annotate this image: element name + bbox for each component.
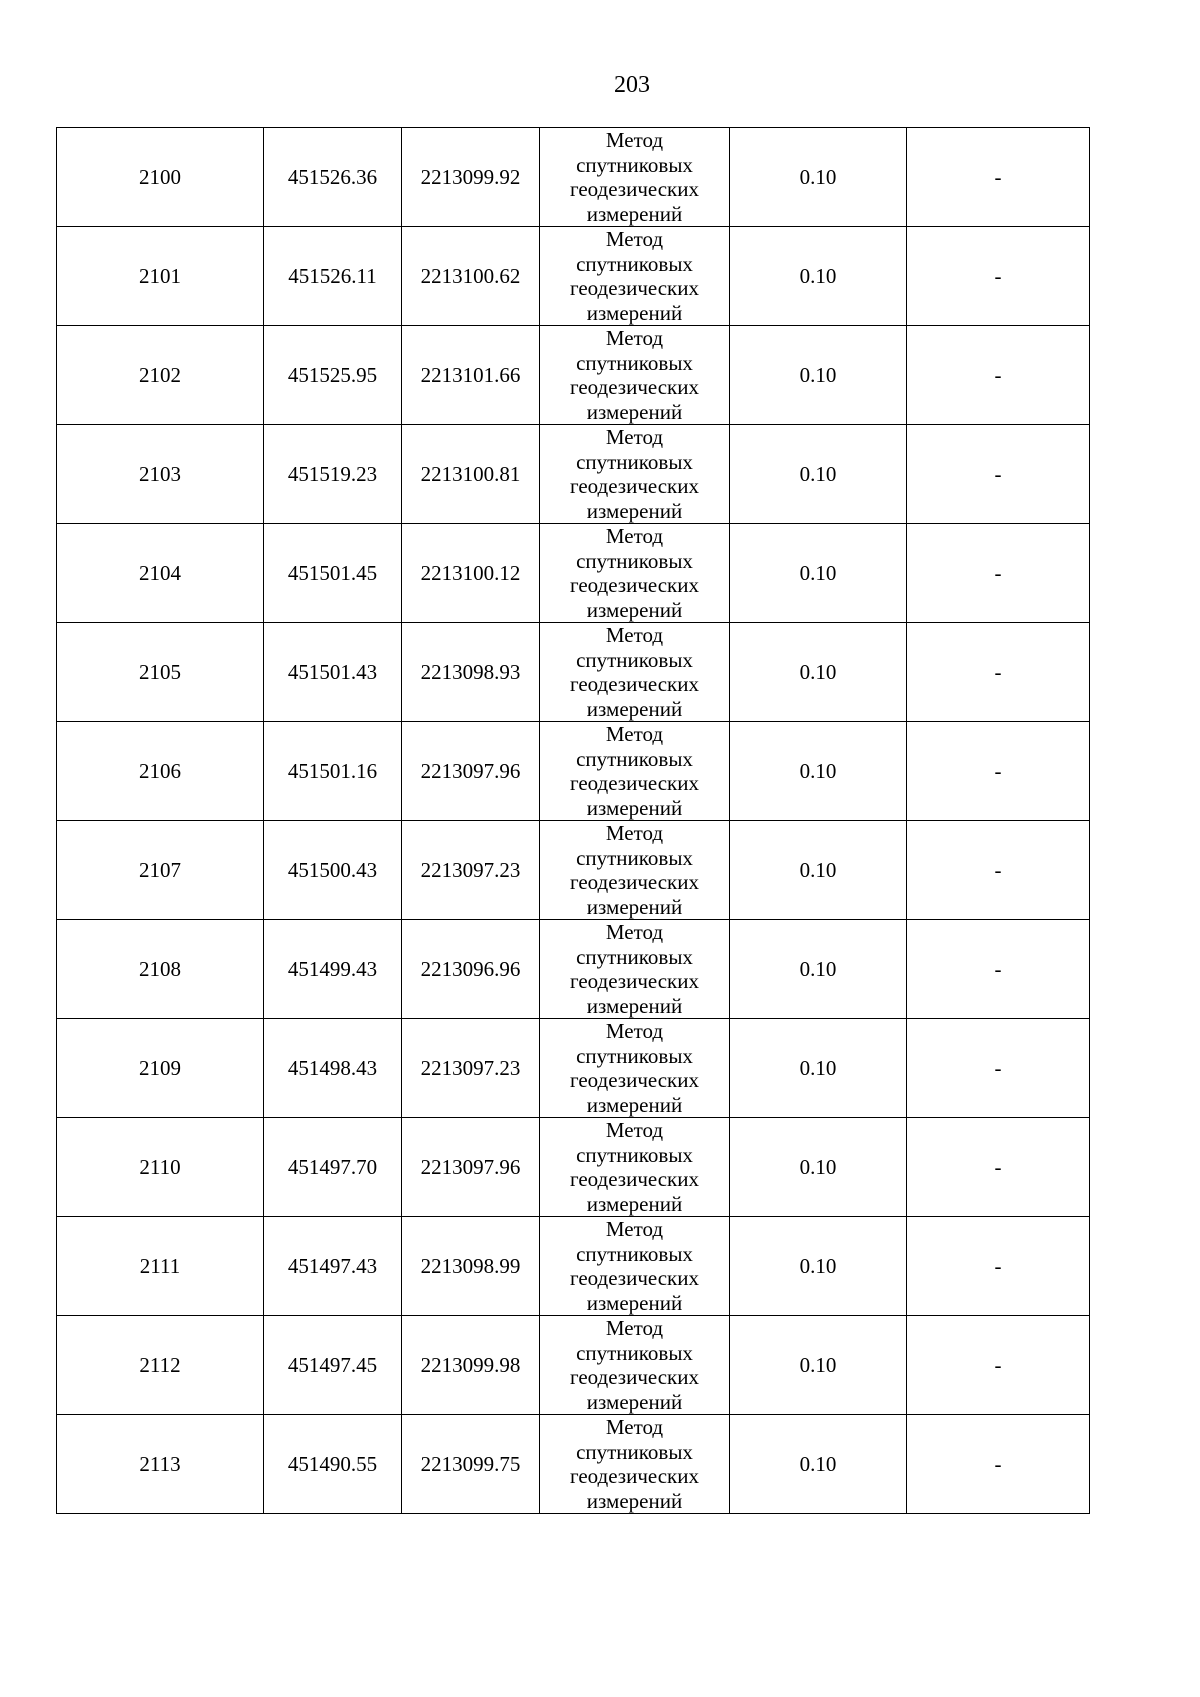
note-cell: - xyxy=(907,623,1090,722)
accuracy-cell: 0.10 xyxy=(730,524,907,623)
method-line: спутниковых xyxy=(576,152,693,177)
method-line: измерений xyxy=(586,201,683,226)
method-line: Метод xyxy=(605,524,664,548)
x-coordinate-cell: 451500.43 xyxy=(264,821,402,920)
method-line: спутниковых xyxy=(576,1439,693,1464)
x-coordinate-cell: 451526.11 xyxy=(264,227,402,326)
method-line: спутниковых xyxy=(576,350,693,375)
y-coordinate-cell: 2213096.96 xyxy=(402,920,540,1019)
note-cell: - xyxy=(907,326,1090,425)
method-line: Метод xyxy=(605,128,664,152)
page-number: 203 xyxy=(614,72,650,98)
point-number-cell: 2112 xyxy=(57,1316,264,1415)
y-coordinate-cell: 2213098.99 xyxy=(402,1217,540,1316)
method-line: измерений xyxy=(586,1092,683,1117)
accuracy-cell: 0.10 xyxy=(730,722,907,821)
table-row xyxy=(57,1316,1090,1415)
x-coordinate-cell: 451497.70 xyxy=(264,1118,402,1217)
note-cell: - xyxy=(907,821,1090,920)
point-number-cell: 2100 xyxy=(57,128,264,227)
note-cell: - xyxy=(907,920,1090,1019)
method-line: геодезических xyxy=(569,1068,699,1092)
method-line: Метод xyxy=(605,227,664,251)
point-number-cell: 2106 xyxy=(57,722,264,821)
point-number-cell: 2113 xyxy=(57,1415,264,1514)
accuracy-cell: 0.10 xyxy=(730,1118,907,1217)
method-line: геодезических xyxy=(569,1167,699,1191)
x-coordinate-cell: 451526.36 xyxy=(264,128,402,227)
method-line: геодезических xyxy=(569,969,699,993)
method-line: спутниковых xyxy=(576,251,693,276)
method-cell xyxy=(540,128,730,227)
method-line: измерений xyxy=(586,1191,683,1216)
table-row xyxy=(57,1019,1090,1118)
method-line: Метод xyxy=(605,1415,664,1439)
table-row xyxy=(57,1217,1090,1316)
method-line: Метод xyxy=(605,920,664,944)
accuracy-cell: 0.10 xyxy=(730,1415,907,1514)
table-body xyxy=(57,128,1090,1514)
method-line: измерений xyxy=(586,1290,683,1315)
method-cell xyxy=(540,722,730,821)
note-cell: - xyxy=(907,1019,1090,1118)
y-coordinate-cell: 2213097.23 xyxy=(402,821,540,920)
point-number-cell: 2107 xyxy=(57,821,264,920)
table-row xyxy=(57,1415,1090,1514)
accuracy-cell: 0.10 xyxy=(730,623,907,722)
method-line: спутниковых xyxy=(576,746,693,771)
method-line: Метод xyxy=(605,1118,664,1142)
accuracy-cell: 0.10 xyxy=(730,920,907,1019)
x-coordinate-cell: 451499.43 xyxy=(264,920,402,1019)
note-cell: - xyxy=(907,1217,1090,1316)
method-line: Метод xyxy=(605,326,664,350)
note-cell: - xyxy=(907,722,1090,821)
method-cell xyxy=(540,920,730,1019)
method-cell xyxy=(540,1118,730,1217)
table-row xyxy=(57,524,1090,623)
x-coordinate-cell: 451498.43 xyxy=(264,1019,402,1118)
method-line: геодезических xyxy=(569,870,699,894)
method-line: спутниковых xyxy=(576,1043,693,1068)
method-line: Метод xyxy=(605,821,664,845)
method-line: спутниковых xyxy=(576,1340,693,1365)
accuracy-cell: 0.10 xyxy=(730,1217,907,1316)
y-coordinate-cell: 2213098.93 xyxy=(402,623,540,722)
point-number-cell: 2110 xyxy=(57,1118,264,1217)
table-row xyxy=(57,821,1090,920)
note-cell: - xyxy=(907,1316,1090,1415)
method-line: измерений xyxy=(586,795,683,820)
method-line: спутниковых xyxy=(576,1142,693,1167)
method-cell xyxy=(540,227,730,326)
accuracy-cell: 0.10 xyxy=(730,128,907,227)
table-row xyxy=(57,227,1090,326)
method-line: геодезических xyxy=(569,672,699,696)
y-coordinate-cell: 2213099.98 xyxy=(402,1316,540,1415)
y-coordinate-cell: 2213099.92 xyxy=(402,128,540,227)
y-coordinate-cell: 2213097.96 xyxy=(402,722,540,821)
y-coordinate-cell: 2213099.75 xyxy=(402,1415,540,1514)
method-line: геодезических xyxy=(569,1365,699,1389)
note-cell: - xyxy=(907,128,1090,227)
x-coordinate-cell: 451525.95 xyxy=(264,326,402,425)
method-line: Метод xyxy=(605,1019,664,1043)
table-row xyxy=(57,920,1090,1019)
accuracy-cell: 0.10 xyxy=(730,1316,907,1415)
method-cell xyxy=(540,1217,730,1316)
method-line: спутниковых xyxy=(576,1241,693,1266)
method-line: Метод xyxy=(605,623,664,647)
accuracy-cell: 0.10 xyxy=(730,425,907,524)
note-cell: - xyxy=(907,524,1090,623)
table-row xyxy=(57,623,1090,722)
method-line: спутниковых xyxy=(576,944,693,969)
table-row xyxy=(57,425,1090,524)
point-number-cell: 2104 xyxy=(57,524,264,623)
method-cell xyxy=(540,1019,730,1118)
method-line: измерений xyxy=(586,498,683,523)
method-line: спутниковых xyxy=(576,845,693,870)
x-coordinate-cell: 451490.55 xyxy=(264,1415,402,1514)
accuracy-cell: 0.10 xyxy=(730,1019,907,1118)
method-line: геодезических xyxy=(569,1464,699,1488)
point-number-cell: 2105 xyxy=(57,623,264,722)
method-line: геодезических xyxy=(569,1266,699,1290)
x-coordinate-cell: 451501.16 xyxy=(264,722,402,821)
y-coordinate-cell: 2213097.23 xyxy=(402,1019,540,1118)
method-line: измерений xyxy=(586,597,683,622)
table-row xyxy=(57,1118,1090,1217)
method-line: Метод xyxy=(605,1217,664,1241)
method-cell xyxy=(540,326,730,425)
method-line: Метод xyxy=(605,722,664,746)
table-row xyxy=(57,722,1090,821)
method-line: измерений xyxy=(586,696,683,721)
method-line: геодезических xyxy=(569,375,699,399)
point-number-cell: 2102 xyxy=(57,326,264,425)
method-line: геодезических xyxy=(569,276,699,300)
point-number-cell: 2108 xyxy=(57,920,264,1019)
method-cell xyxy=(540,425,730,524)
note-cell: - xyxy=(907,1118,1090,1217)
x-coordinate-cell: 451501.45 xyxy=(264,524,402,623)
x-coordinate-cell: 451501.43 xyxy=(264,623,402,722)
x-coordinate-cell: 451519.23 xyxy=(264,425,402,524)
x-coordinate-cell: 451497.45 xyxy=(264,1316,402,1415)
y-coordinate-cell: 2213100.12 xyxy=(402,524,540,623)
accuracy-cell: 0.10 xyxy=(730,821,907,920)
note-cell: - xyxy=(907,1415,1090,1514)
method-line: измерений xyxy=(586,1389,683,1414)
method-cell xyxy=(540,1415,730,1514)
point-number-cell: 2103 xyxy=(57,425,264,524)
method-line: геодезических xyxy=(569,573,699,597)
method-cell xyxy=(540,821,730,920)
method-line: геодезических xyxy=(569,771,699,795)
y-coordinate-cell: 2213100.81 xyxy=(402,425,540,524)
note-cell: - xyxy=(907,425,1090,524)
method-line: спутниковых xyxy=(576,647,693,672)
method-cell xyxy=(540,1316,730,1415)
point-number-cell: 2109 xyxy=(57,1019,264,1118)
method-line: геодезических xyxy=(569,474,699,498)
method-cell xyxy=(540,623,730,722)
accuracy-cell: 0.10 xyxy=(730,227,907,326)
method-line: измерений xyxy=(586,1488,683,1513)
method-line: измерений xyxy=(586,894,683,919)
accuracy-cell: 0.10 xyxy=(730,326,907,425)
table-row xyxy=(57,128,1090,227)
method-line: геодезических xyxy=(569,177,699,201)
point-number-cell: 2101 xyxy=(57,227,264,326)
method-cell xyxy=(540,524,730,623)
method-line: Метод xyxy=(605,1316,664,1340)
y-coordinate-cell: 2213097.96 xyxy=(402,1118,540,1217)
x-coordinate-cell: 451497.43 xyxy=(264,1217,402,1316)
point-number-cell: 2111 xyxy=(57,1217,264,1316)
y-coordinate-cell: 2213100.62 xyxy=(402,227,540,326)
method-line: спутниковых xyxy=(576,449,693,474)
method-line: измерений xyxy=(586,993,683,1018)
method-line: спутниковых xyxy=(576,548,693,573)
method-line: измерений xyxy=(586,300,683,325)
y-coordinate-cell: 2213101.66 xyxy=(402,326,540,425)
method-line: Метод xyxy=(605,425,664,449)
method-line: измерений xyxy=(586,399,683,424)
table-row xyxy=(57,326,1090,425)
note-cell: - xyxy=(907,227,1090,326)
coordinates-table xyxy=(56,127,1090,1514)
